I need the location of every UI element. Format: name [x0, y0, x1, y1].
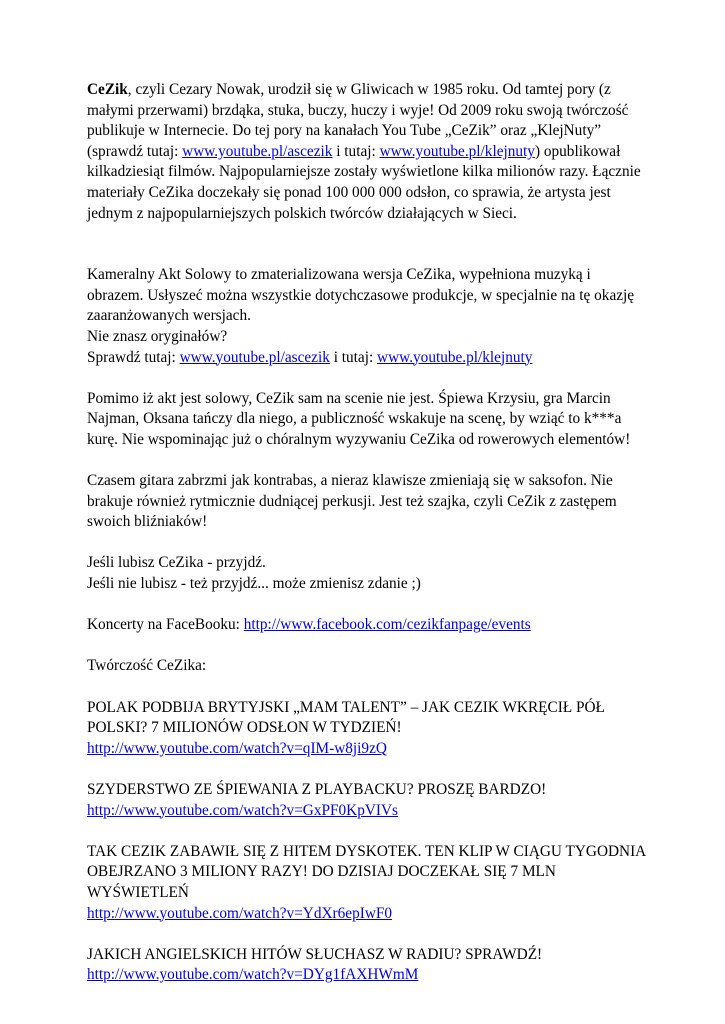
work-link-4[interactable]: http://www.youtube.com/watch?v=DYg1fAXHWmM — [87, 966, 419, 984]
work-title-3: TAK CEZIK ZABAWIŁ SIĘ Z HITEM DYSKOTEK. TEN KLIP W CIĄGU TYGODNIA OBEJRZANO 3 MILIONY RAZY! DO DZISIAJ DOCZEKAŁ SIĘ 7 MLN WYŚWIETLEŃ — [87, 842, 646, 901]
work-link-3[interactable]: http://www.youtube.com/watch?v=YdXr6epIwF0 — [87, 904, 393, 922]
works-heading: Twórczość CeZika: — [87, 657, 207, 675]
work-link-1[interactable]: http://www.youtube.com/watch?v=qIM-w8ji9zQ — [87, 739, 387, 757]
work-title-2: SZYDERSTWO ZE ŚPIEWANIA Z PLAYBACKU? PROSZĘ BARDZO! — [87, 781, 547, 798]
kas-check-line — [87, 348, 647, 369]
intro-text-2: i tutaj: — [332, 142, 380, 160]
kas-paragraph-line1: Kameralny Akt Solowy to zmaterializowana wersja CeZika, wypełniona muzyką i obrazem. Usłyszeć można wszystkie dotychczasowe produkcje, w specjalnie na tę okazję zaaranżowanych wersjach. — [87, 266, 635, 325]
intro-text-3: ) opublikował kilkadziesiąt filmów. Najpopularniejsze zostały wyświetlone kilka milionów razy. Łącznie materiały CeZika doczekały się ponad 100 000 000 odsłon, co sprawia, że artysta jest jednym z najpopularniejszych polskich twórców działających w Sieci. — [87, 142, 641, 222]
spacer — [87, 677, 647, 698]
kas-link-ascezik[interactable]: www.youtube.pl/ascezik — [179, 348, 330, 366]
kas-paragraph-line2: Nie znasz oryginałów? — [87, 327, 228, 345]
intro-text-1: , czyli Cezary Nowak, urodził się w Gliwicach w 1985 roku. Od tamtej pory (z małymi przerwami) brzdąka, stuka, buczy, huczy i wyje! Od 2009 roku swoją twórczość publikuje w Internecie. Do tej pory na kanałach You Tube „CeZik” oraz „KlejNuty” (sprawdź tutaj: — [87, 81, 629, 160]
spacer — [87, 224, 647, 265]
instruments-paragraph: Czasem gitara zabrzmi jak kontrabas, a nieraz klawisze zmieniają się w saksofon. Nie brakuje również rytmicznie dudniącej perkusji. Jest też szajka, czyli CeZik z zastępem swoich bliźniaków! — [87, 472, 617, 531]
spacer — [87, 821, 647, 842]
link-ascezik[interactable]: www.youtube.pl/ascezik — [182, 142, 333, 160]
work-link-3-line — [87, 904, 647, 925]
document-page — [87, 80, 647, 986]
spacer — [87, 924, 647, 945]
spacer — [87, 451, 647, 472]
intro-paragraph — [87, 80, 647, 224]
spacer — [87, 533, 647, 554]
invite-line-1: Jeśli lubisz CeZika - przyjdź. — [87, 554, 266, 572]
spacer — [87, 368, 647, 389]
invite-line-2: Jeśli nie lubisz - też przyjdź... może zmienisz zdanie ;) — [87, 575, 421, 593]
concerts-line — [87, 615, 647, 636]
work-link-2-line — [87, 801, 647, 822]
work-title-1: POLAK PODBIJA BRYTYJSKI „MAM TALENT” – JAK CEZIK WKRĘCIŁ PÓŁ POLSKI? 7 MILIONÓW ODSŁON W TYDZIEŃ! — [87, 698, 605, 737]
spacer — [87, 759, 647, 780]
kas-check-mid: i tutaj: — [329, 348, 378, 366]
spacer — [87, 636, 647, 657]
link-klejnuty[interactable]: www.youtube.pl/klejnuty — [379, 142, 535, 160]
work-link-1-line — [87, 739, 647, 760]
spacer — [87, 595, 647, 616]
facebook-events-link[interactable]: http://www.facebook.com/cezikfanpage/events — [243, 616, 531, 634]
work-link-2[interactable]: http://www.youtube.com/watch?v=GxPF0KpVIVs — [87, 801, 398, 819]
kas-link-klejnuty[interactable]: www.youtube.pl/klejnuty — [377, 348, 533, 366]
concerts-label: Koncerty na FaceBooku: — [87, 616, 244, 634]
work-link-4-line — [87, 965, 647, 986]
work-title-4: JAKICH ANGIELSKICH HITÓW SŁUCHASZ W RADIU? SPRAWDŹ! — [87, 945, 543, 963]
solo-paragraph: Pomimo iż akt jest solowy, CeZik sam na scenie nie jest. Śpiewa Krzysiu, gra Marcin Najman, Oksana tańczy dla niego, a publiczność wskakuje na scenę, by wziąć to k***a kurę. Nie wspominając już o chóralnym wyzywaniu CeZika od rowerowych elementów! — [87, 389, 631, 448]
artist-name: CeZik — [87, 81, 128, 98]
kas-check-prefix: Sprawdź tutaj: — [87, 348, 180, 366]
